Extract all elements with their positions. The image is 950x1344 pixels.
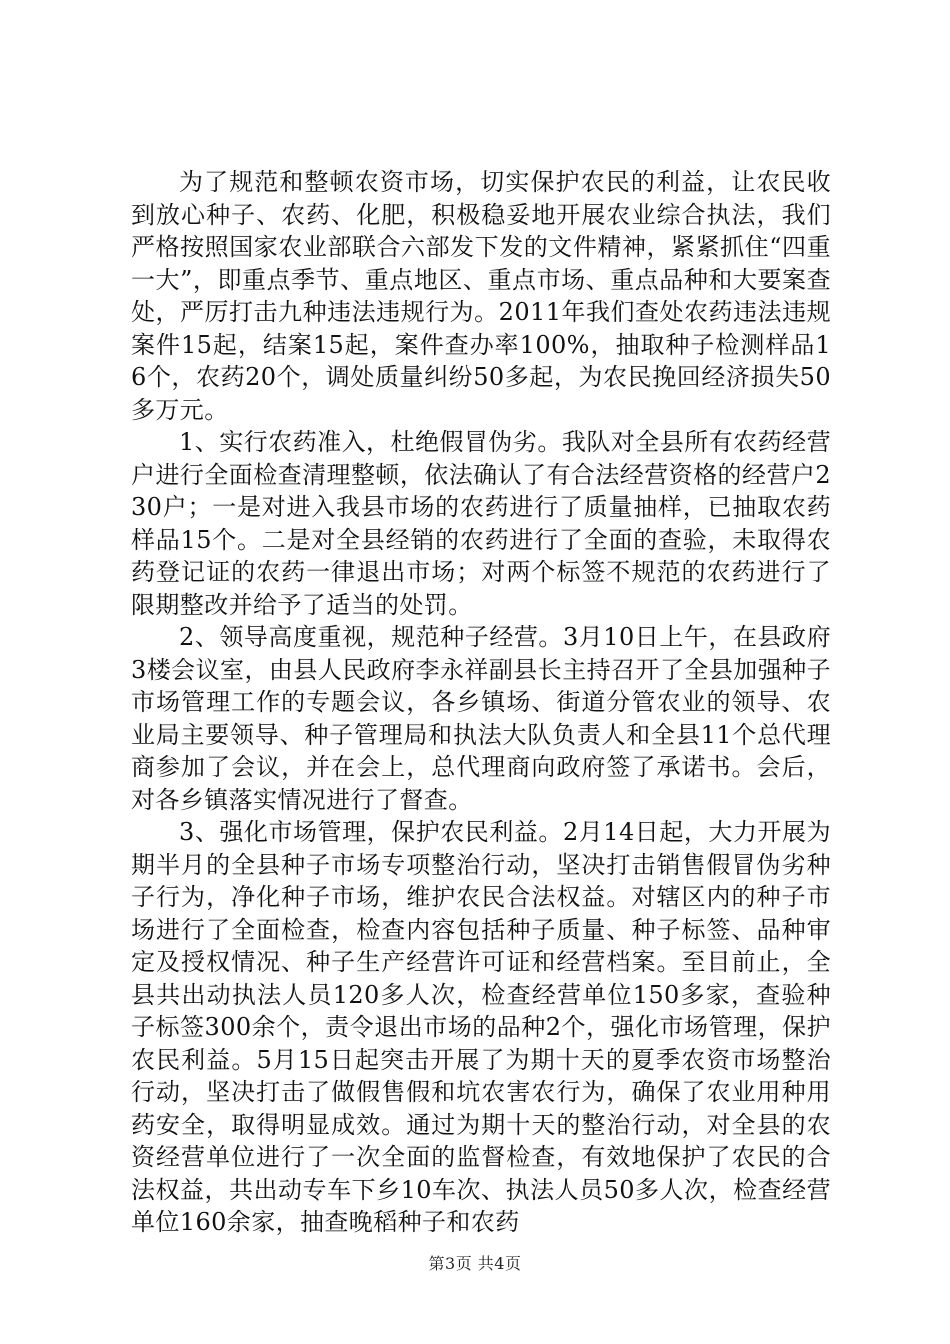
paragraph-intro: 为了规范和整顿农资市场，切实保护农民的利益，让农民收到放心种子、农药、化肥，积极稳妥地开展农业综合执法，我们严格按照国家农业部联合六部发下发的文件精神，紧紧抓住“四重一大”，即重点季节、重点地区、重点市场、重点品种和大要案查处，严厉打击九种违法违规行为。2011年我们查处农药违法违规案件15起，结案15起，案件查办率100%，抽取种子检测样品16个，农药20个，调处质量纠纷50多起，为农民挽回经济损失50多万元。 <box>131 168 831 424</box>
paragraph-market-regulation: 3、强化市场管理，保护农民利益。2月14日起，大力开展为期半月的全县种子市场专项整治行动，坚决打击销售假冒伪劣种子行为，净化种子市场，维护农民合法权益。对辖区内的种子市场进行了全面检查，检查内容包括种子质量、种子标签、品种审定及授权情况、种子生产经营许可证和经营档案。至目前止，全县共出动执法人员120多人次，检查经营单位150多家，查验种子标签300余个，责令退出市场的品种2个，强化市场管理，保护农民利益。5月15日起突击开展了为期十天的夏季农资市场整治行动，坚决打击了做假售假和坑农害农行为，确保了农业用种用药安全，取得明显成效。通过为期十天的整治行动，对全县的农资经营单位进行了一次全面的监督检查，有效地保护了农民的合法权益，共出动专车下乡10车次、执法人员50多人次，检查经营单位160余家，抽查晚稻种子和农药 <box>131 818 831 1236</box>
document-body <box>131 166 831 1239</box>
page-number-footer: 第3页 共4页 <box>428 1254 522 1273</box>
paragraph-seed-management: 2、领导高度重视，规范种子经营。3月10日上午，在县政府3楼会议室，由县人民政府李永祥副县长主持召开了全县加强种子市场管理工作的专题会议，各乡镇场、街道分管农业的领导、农业局主要领导、种子管理局和执法大队负责人和全县11个总代理商参加了会议，并在会上，总代理商向政府签了承诺书。会后，对各乡镇落实情况进行了督查。 <box>131 623 831 814</box>
paragraph-pesticide-access: 1、实行农药准入，杜绝假冒伪劣。我队对全县所有农药经营户进行全面检查清理整顿，依法确认了有合法经营资格的经营户230户；一是对进入我县市场的农药进行了质量抽样，已抽取农药样品15个。二是对全县经销的农药进行了全面的查验，未取得农药登记证的农药一律退出市场；对两个标签不规范的农药进行了限期整改并给予了适当的处罚。 <box>131 428 831 619</box>
